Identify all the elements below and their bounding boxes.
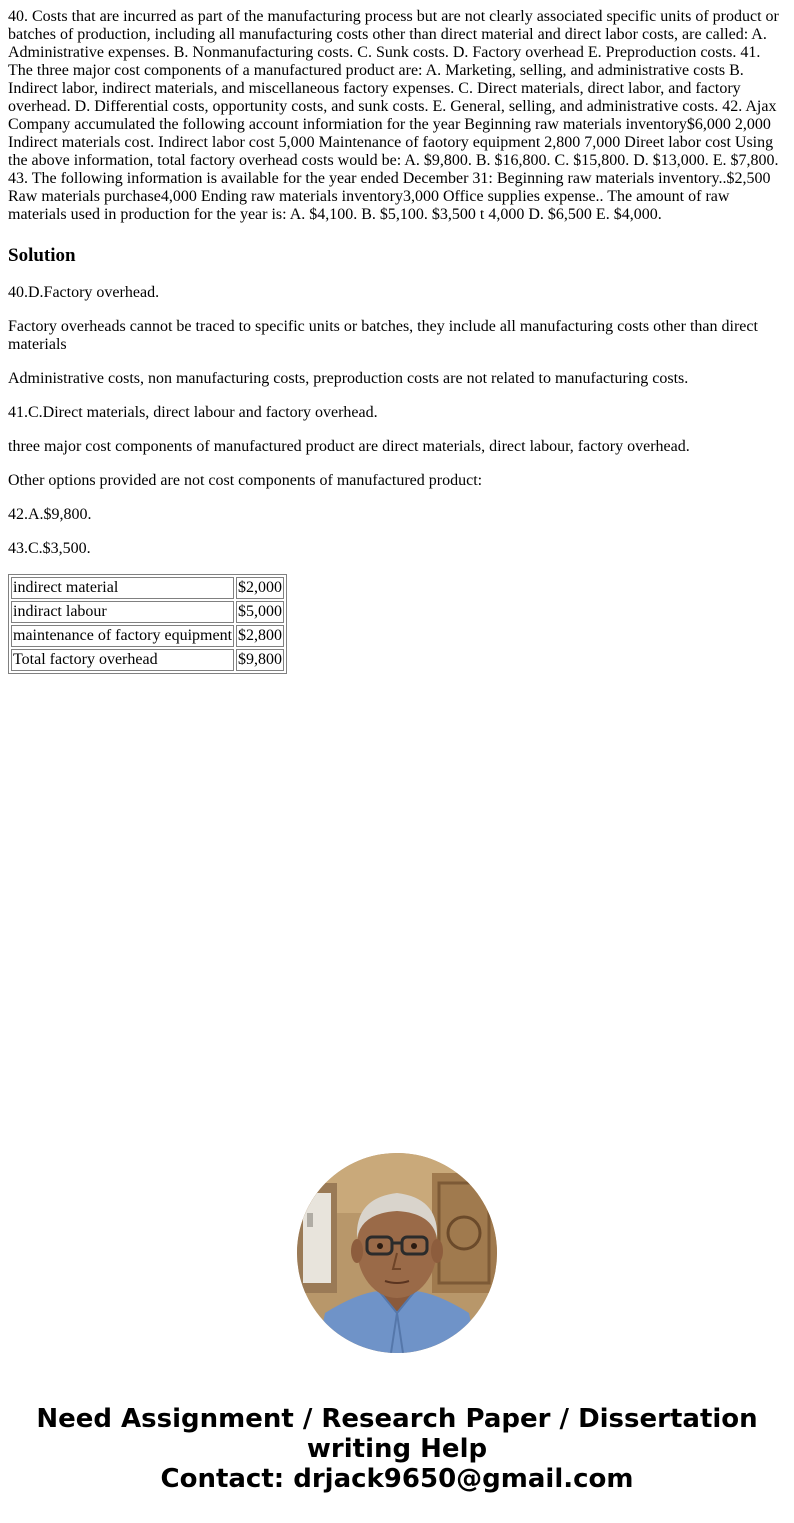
solution-paragraph: Other options provided are not cost components of manufactured product:: [8, 472, 483, 489]
question-text: 40. Costs that are incurred as part of the manufacturing process but are not clearly associated specific units of product or batches of production, including all manufacturing costs other than direct material and direct labor costs, are called: A. Administrative expenses. B. Nonmanufacturing costs. C. Sunk costs. D. Factory overhead E. Preproduction costs. 41. The three major cost components of a manufactured product are: A. Marketing, selling, and administrative costs B. Indirect labor, indirect materials, and miscellaneous factory expenses. C. Direct materials, direct labor, and factory overhead. D. Differential costs, opportunity costs, and sunk costs. E. General, selling, and administrative costs. 42. Ajax Company accumulated the following account informiation for the year Beginning raw materials inventory$6,000 2,000 Indirect materials cost. Indirect labor cost 5,000 Maintenance of faotory equipment 2,800 7,000 Direet labor cost Using the above information, total factory overhead costs would be: A. $9,800. B. $16,800. C. $15,800. D. $13,000. E. $7,800. 43. The following information is available for the year ended December 31: Beginning raw materials inventory..$2,500 Raw materials purchase4,000 Ending raw materials inventory3,000 Office supplies expense.. The amount of raw materials used in production for the year is: A. $4,100. B. $5,100. $3,500 t 4,000 D. $6,500 E. $4,000.: [8, 8, 779, 223]
avatar: [297, 1153, 497, 1353]
solution-paragraph: 40.D.Factory overhead.: [8, 284, 160, 301]
table-cell-amount: $2,800: [236, 625, 284, 647]
page-content: [0, 0, 794, 674]
solution-paragraph: 42.A.$9,800.: [8, 506, 92, 523]
table-cell-item: maintenance of factory equipment: [11, 625, 234, 647]
footer-banner: [0, 1404, 794, 1494]
solution-heading: Solution: [8, 245, 76, 266]
table-cell-amount: $5,000: [236, 601, 284, 623]
table-cell-amount: $2,000: [236, 577, 284, 599]
solution-paragraph: 43.C.$3,500.: [8, 540, 91, 557]
table-row: [11, 649, 284, 671]
overhead-table: [8, 574, 287, 674]
person-photo-icon: [297, 1153, 497, 1353]
table-cell-amount: $9,800: [236, 649, 284, 671]
table-row: [11, 601, 284, 623]
table-cell-item: Total factory overhead: [11, 649, 234, 671]
solution-paragraph: Factory overheads cannot be traced to specific units or batches, they include all manufacturing costs other than direct materials: [8, 318, 758, 353]
footer-line: Need Assignment / Research Paper / Dissertation: [36, 1404, 758, 1434]
table-row: [11, 577, 284, 599]
solution-paragraph: Administrative costs, non manufacturing costs, preproduction costs are not related to manufacturing costs.: [8, 370, 689, 387]
solution-paragraph: three major cost components of manufactured product are direct materials, direct labour, factory overhead.: [8, 438, 690, 455]
solution-paragraph: 41.C.Direct materials, direct labour and factory overhead.: [8, 404, 378, 421]
footer-line: writing Help: [306, 1434, 488, 1464]
table-cell-item: indirect material: [11, 577, 234, 599]
table-row: [11, 625, 284, 647]
footer-contact: Contact: drjack9650@gmail.com: [160, 1464, 634, 1494]
table-cell-item: indiract labour: [11, 601, 234, 623]
